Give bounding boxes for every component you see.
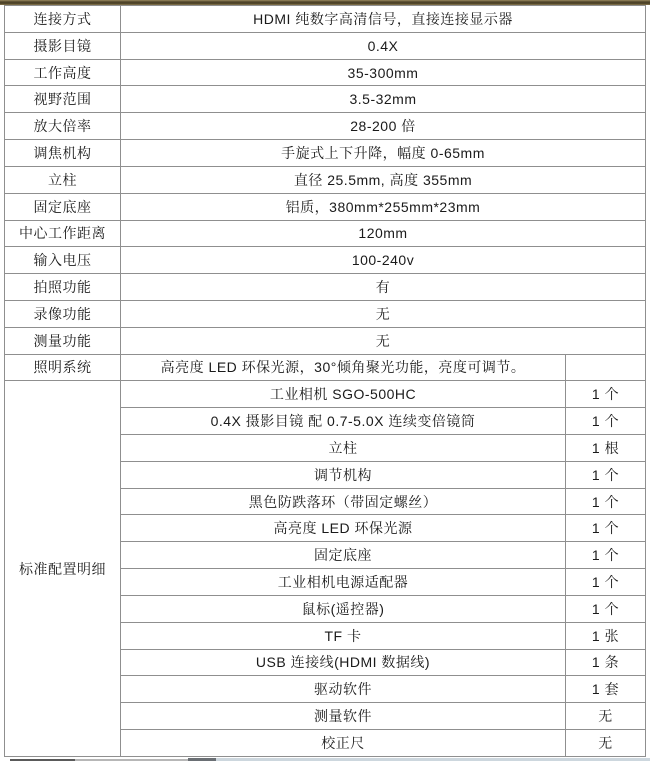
spec-row: [5, 220, 646, 247]
spec-row: [5, 274, 646, 301]
config-qty: 1 根: [566, 435, 646, 462]
config-item: 工业相机电源适配器: [121, 569, 566, 596]
spec-row-value: 无: [121, 300, 646, 327]
spec-table: [4, 5, 646, 757]
spec-row-value: 无: [121, 327, 646, 354]
config-item: 工业相机 SGO-500HC: [121, 381, 566, 408]
config-qty: 1 套: [566, 676, 646, 703]
spec-row-value: 28-200 倍: [121, 113, 646, 140]
config-item: 黑色防跌落环（带固定螺丝）: [121, 488, 566, 515]
config-item: USB 连接线(HDMI 数据线): [121, 649, 566, 676]
config-qty: 1 个: [566, 542, 646, 569]
spec-row-value: 0.4X: [121, 32, 646, 59]
spec-row: [5, 193, 646, 220]
spec-row-label: 放大倍率: [5, 113, 121, 140]
spec-row: [5, 6, 646, 33]
config-item: 立柱: [121, 435, 566, 462]
spec-row-label: 测量功能: [5, 327, 121, 354]
spec-row: [5, 327, 646, 354]
spec-row: [5, 32, 646, 59]
spec-row-label: 视野范围: [5, 86, 121, 113]
config-qty: 1 个: [566, 408, 646, 435]
spec-row-value: 手旋式上下升降，幅度 0-65mm: [121, 140, 646, 167]
config-item: 调节机构: [121, 461, 566, 488]
config-qty: 1 个: [566, 488, 646, 515]
spec-row-value: 3.5-32mm: [121, 86, 646, 113]
spec-row-label: 固定底座: [5, 193, 121, 220]
spec-row-label: 工作高度: [5, 59, 121, 86]
config-item: 测量软件: [121, 703, 566, 730]
spec-row-label: 拍照功能: [5, 274, 121, 301]
spec-row-value: 高亮度 LED 环保光源，30°倾角聚光功能，亮度可调节。: [121, 354, 566, 381]
config-qty: 1 个: [566, 569, 646, 596]
spec-row: [5, 354, 646, 381]
spec-row-label: 中心工作距离: [5, 220, 121, 247]
spec-row: [5, 140, 646, 167]
config-qty: 1 个: [566, 515, 646, 542]
spec-row: [5, 247, 646, 274]
config-item: 高亮度 LED 环保光源: [121, 515, 566, 542]
spec-row-value: HDMI 纯数字高清信号，直接连接显示器: [121, 6, 646, 33]
spec-row-value: 120mm: [121, 220, 646, 247]
spec-row-label: 连接方式: [5, 6, 121, 33]
spec-row-value: 100-240v: [121, 247, 646, 274]
config-qty: 1 张: [566, 622, 646, 649]
config-section-label: 标准配置明细: [5, 381, 121, 757]
config-qty: 无: [566, 729, 646, 756]
spec-row-qty: [566, 354, 646, 381]
spec-row-value: 直径 25.5mm, 高度 355mm: [121, 166, 646, 193]
spec-row: [5, 59, 646, 86]
spec-row-label: 摄影目镜: [5, 32, 121, 59]
config-qty: 1 个: [566, 381, 646, 408]
spec-row: [5, 86, 646, 113]
spec-row-label: 录像功能: [5, 300, 121, 327]
spec-row-value: 35-300mm: [121, 59, 646, 86]
config-item: 鼠标(遥控器): [121, 595, 566, 622]
spec-row-label: 照明系统: [5, 354, 121, 381]
config-qty: 1 个: [566, 595, 646, 622]
config-item: 0.4X 摄影目镜 配 0.7-5.0X 连续变倍镜筒: [121, 408, 566, 435]
spec-row-label: 输入电压: [5, 247, 121, 274]
spec-row-label: 调焦机构: [5, 140, 121, 167]
spec-row-value: 有: [121, 274, 646, 301]
config-item: 校正尺: [121, 729, 566, 756]
config-row: [5, 381, 646, 408]
spec-row-label: 立柱: [5, 166, 121, 193]
spec-table-body: [5, 6, 646, 757]
config-qty: 1 条: [566, 649, 646, 676]
config-item: 驱动软件: [121, 676, 566, 703]
spec-row: [5, 300, 646, 327]
config-item: TF 卡: [121, 622, 566, 649]
spec-row: [5, 166, 646, 193]
config-qty: 1 个: [566, 461, 646, 488]
spec-row: [5, 113, 646, 140]
config-qty: 无: [566, 703, 646, 730]
config-item: 固定底座: [121, 542, 566, 569]
spec-row-value: 铝质，380mm*255mm*23mm: [121, 193, 646, 220]
